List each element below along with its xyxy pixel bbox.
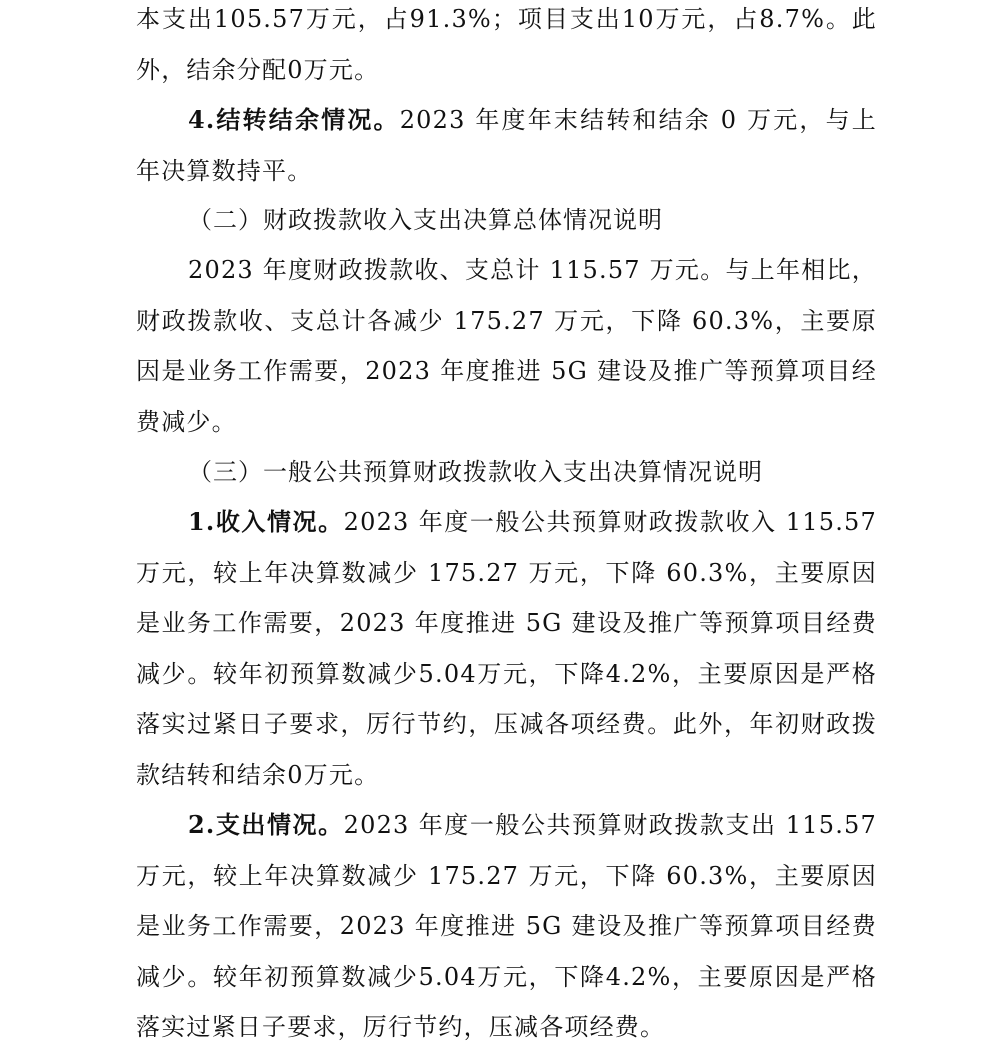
section-lead-income: 1.收入情况。 xyxy=(188,507,344,536)
paragraph-carryover-text: 2023 年度年末结转和结余 0 万元，与上年决算数持平。 xyxy=(136,106,877,185)
paragraph-fiscal-appropriation-overall: 2023 年度财政拨款收、支总计 115.57 万元。与上年相比，财政拨款收、支总计各减少 175.27 万元，下降 60.3%，主要原因是业务工作需要，2023 年度推进 5G 建设及推广等预算项目经费减少。 xyxy=(136,256,877,436)
section-lead-carryover: 4.结转结余情况。 xyxy=(188,105,400,134)
paragraph-expenditure-text: 2023 年度一般公共预算财政拨款支出 115.57 万元，较上年决算数减少 175.27 万元，下降 60.3%，主要原因是业务工作需要，2023 年度推进 5G 建设及推广等预算项目经费减少。较年初预算数减少5.04万元，下降4.2%，主要原因是严格落实过紧日子要求，厉行节约，压减各项经费。 xyxy=(136,811,877,1041)
paragraph-expenditure-situation xyxy=(136,800,877,1053)
paragraph-carryover-balance xyxy=(136,95,877,196)
heading-general-public-budget: （三）一般公共预算财政拨款收入支出决算情况说明 xyxy=(188,458,763,486)
paragraph-basic-expenditure-continued: 本支出105.57万元，占91.3%；项目支出10万元，占8.7%。此外，结余分配0万元。 xyxy=(136,5,877,84)
paragraph-income-text: 2023 年度一般公共预算财政拨款收入 115.57 万元，较上年决算数减少 175.27 万元，下降 60.3%，主要原因是业务工作需要，2023 年度推进 5G 建设及推广等预算项目经费减少。较年初预算数减少5.04万元，下降4.2%，主要原因是严格落实过紧日子要求，厉行节约，压减各项经费。此外，年初财政拨款结转和结余0万元。 xyxy=(136,508,877,789)
paragraph-income-situation xyxy=(136,497,877,800)
section-lead-expenditure: 2.支出情况。 xyxy=(188,810,344,839)
heading-fiscal-appropriation-overall: （二）财政拨款收入支出决算总体情况说明 xyxy=(188,206,663,234)
